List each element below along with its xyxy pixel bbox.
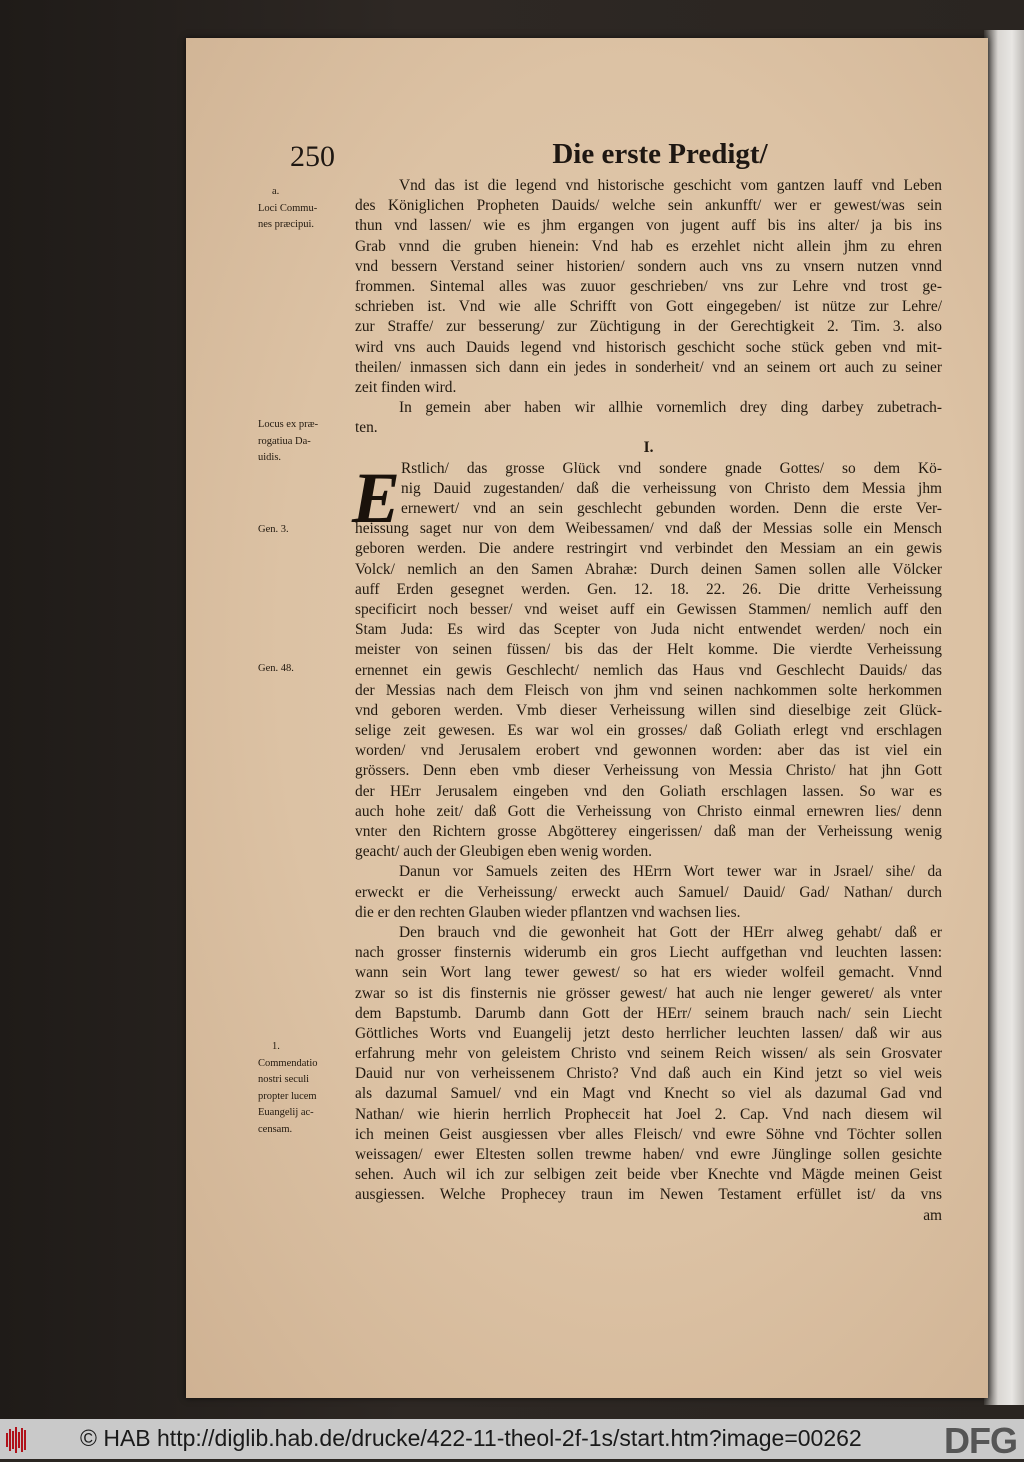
text-line: vnd geboren werden. Vmb dieser Verheissung willen sind dieselbige zeit Glück- [355, 701, 942, 719]
text-line: ernennet ein gewis Geschlecht/ nemlich das Haus vnd Geschlecht Dauids/ das [355, 661, 942, 679]
text-line: Dauid nur von verheissenem Christo? Vnd daß auch ein Kind jetzt so viel weis [355, 1065, 942, 1083]
drop-cap: E [352, 458, 401, 538]
running-title: Die erste Predigt/ [552, 138, 768, 170]
text-line: die er den rechten Glauben wieder pflantzen vnd wachsen lies. [355, 903, 741, 921]
text-line: nig Dauid zugestanden/ daß die verheissung von Christo dem Messia jhm [401, 479, 942, 497]
text-line: vnter den Richtern grosse Abgötterey eingerissen/ daß man der Verheissung wenig [355, 823, 942, 840]
text-line: frommen. Sintemal alles was zuuor geschrieben/ vns zur Lehre vnd trost ge- [355, 277, 942, 295]
text-line: ausgiessen. Welche Prophecey traun im Newen Testament erfüllet ist/ da vns [355, 1186, 942, 1204]
footer-bar [0, 1419, 1024, 1459]
text-line: dem Bapstumb. Darumb dann Gott der HErr/ seinem brauch nach/ sein Liecht [355, 1004, 942, 1022]
text-line: erweckt er die Verheissung/ erweckt auch Samuel/ Dauid/ Gad/ Nathan/ durch [355, 883, 942, 901]
text-line: Vnd das ist die legend vnd historische geschicht vom gantzen lauff vnd Leben [399, 177, 942, 194]
text-line: thun vnd lassen/ wie es jhm ergangen von jugent auff bis ins alter/ ja bis ins [355, 217, 942, 235]
text-line: ich meinen Geist ausgiessen vber alles Fleisch/ vnd ewre Söhne vnd Töchter sollen [355, 1125, 942, 1143]
text-line: zur Straffe/ zur besserung/ zur Züchtigung in der Gerechtigkeit 2. Tim. 3. also [355, 318, 942, 336]
text-line: als dazumal Samuel/ vnd ein Magt vnd Knecht so viel als dazumal Gad vnd [355, 1085, 942, 1103]
text-line: worden/ vnd Jerusalem erobert vnd gewonnen worden: aber das ist viel ein [355, 742, 942, 760]
text-line: ten. [355, 419, 378, 437]
text-line: am [923, 1206, 942, 1224]
margin-note-line: Gen. 3. [258, 524, 289, 535]
text-line: zeit finden wird. [355, 378, 457, 396]
copyright-url[interactable]: © HAB http://diglib.hab.de/drucke/422-11-theol-2f-1s/start.htm?image=00262 [80, 1425, 862, 1451]
text-line: Den brauch vnd die gewonheit hat Gott der HErr alweg gehabt/ daß er [399, 923, 942, 941]
text-line: weissagen/ ewer Eltesten sollen trewme haben/ vnd ewre Jünglinge sollen gesichte [355, 1146, 942, 1163]
text-line: ernewert/ vnd an sein geschlecht gebunden worden. Denn die erste Ver- [401, 500, 942, 517]
text-line: nach grosser finsternis widerumb ein gros Liecht auffgethan vnd leuchten lassen: [355, 944, 942, 962]
text-line: der HErr Jerusalem eingeben vnd den Goliath erschlagen lassen. So war es [355, 782, 942, 800]
text-line: Grab vnnd die gruben hienein: Vnd hab es erzehlet nicht allein jhm zu ehren [355, 237, 942, 255]
text-line: geboren werden. Die andere restringirt vnd verbindet den Messiam an ein gewis [355, 540, 942, 558]
margin-note-line: censam. [258, 1123, 293, 1135]
margin-note-line: nes præcipui. [258, 219, 314, 230]
text-line: des Königlichen Propheten Dauids/ welche sein ankunfft/ wer er gewest/was sein [355, 197, 942, 215]
margin-note-line: 1. [272, 1041, 280, 1052]
margin-note-line: nostri seculi [258, 1074, 310, 1085]
text-line: Danun vor Samuels zeiten des HErrn Wort tewer war in Jsrael/ sihe/ da [399, 863, 942, 881]
text-line: der Messias nach dem Fleisch von jhm vnd seinen nachkommen solte herkommen [355, 681, 942, 699]
text-line: geacht/ auch der Gleubigen eben wenig worden. [355, 843, 653, 861]
text-line: sehen. Auch wil ich zur selbigen zeit beide vber Knechte vnd Mägde meinen Geist [355, 1166, 942, 1184]
text-line: theilen/ inmassen sich dann ein jedes in sonderheit/ vnd an seinem ort auch zu seiner [355, 358, 942, 376]
margin-note-line: Gen. 48. [258, 663, 294, 674]
text-line: selige zeit gewesen. Es war wol ein grosses/ daß Goliath erlegt vnd erschlagen [355, 722, 942, 740]
text-line: grössers. Denn eben vmb dieser Verheissung von Messia Christo/ hat jhn Gott [355, 762, 942, 780]
margin-note [258, 184, 354, 234]
text-line: auch hohe zeit/ daß Gott die Verheissung von Christo einmal ernewren lies/ denn [355, 802, 942, 820]
section-heading: I. [643, 439, 654, 457]
text-line: Göttliches Worts vnd Euangelij jetzt desto herrlicher leuchten lassen/ daß wir aus [355, 1024, 942, 1042]
hab-logo-icon [6, 1427, 28, 1453]
text-line: erfahrung mehr von geleistem Christo vnd seinem Reich wissen/ als sein Grosvater [355, 1045, 942, 1063]
margin-note [258, 522, 354, 539]
text-line: zwar so ist dis finsternis nie grösser gewest/ hat auch nie lenger geweret/ als vnter [355, 984, 942, 1002]
margin-note [258, 417, 354, 467]
margin-note [258, 1039, 354, 1138]
margin-note [258, 661, 354, 678]
dfg-logo: DFG [944, 1420, 1017, 1461]
text-line: Volck/ nemlich an den Samen Abrahæ: Durch deinen Samen sollen alle Völcker [355, 560, 942, 578]
text-line: wird vns auch Dauids legend vnd historisch geschicht soche stück geben vnd mit- [355, 338, 942, 356]
margin-note-line: Commendatio [258, 1057, 318, 1069]
text-line: specificirt noch besser/ vnd weiset auff ein Gewissen Stammen/ nemlich auff den [355, 600, 942, 618]
text-line: auff Erden gesegnet werden. Gen. 12. 18. 22. 26. Die dritte Verheissung [355, 580, 942, 598]
next-page-edge [984, 30, 1024, 1405]
margin-note-line: propter lucem [258, 1090, 317, 1102]
margin-note-line: Locus ex præ- [258, 419, 319, 430]
body-text [355, 176, 942, 1226]
text-line: In gemein aber haben wir allhie vornemlich drey ding darbey zubetrach- [399, 399, 942, 417]
text-line: Stam Juda: Es wird das Scepter von Juda nicht entwendet werden/ noch ein [355, 621, 942, 639]
page-number: 250 [290, 140, 335, 173]
margin-note-line: a. [272, 186, 280, 197]
text-line: Nathan/ wie hierin herrlich Prophecεit hat Joel 2. Cap. Vnd nach diesem wil [355, 1105, 942, 1123]
margin-note-line: Euangelij ac- [258, 1107, 314, 1118]
margin-note-line: Loci Commu- [258, 202, 318, 214]
text-line: wann sein Wort lang tewer gewest/ so hat ers wieder wolfeil gemacht. Vnnd [355, 964, 942, 982]
text-line: heissung saget nur von dem Weibessamen/ vnd daß der Messias solle ein Mensch [355, 520, 942, 538]
text-line: Rstlich/ das grosse Glück vnd sondere gnade Gottes/ so dem Kö- [401, 459, 942, 477]
margin-note-line: uidis. [258, 452, 282, 463]
margin-note-line: rogatiua Da- [258, 435, 311, 447]
text-line: vnd bessern Verstand seiner historien/ sondern auch vns zu vnsern nutzen vnnd [355, 257, 942, 275]
text-line: schrieben ist. Vnd wie alle Schrifft von Gott eingegeben/ ist nütze zur Lehre/ [355, 298, 942, 316]
text-line: meister von seinen füssen/ bis das der Helt komme. Die vierdte Verheissung [355, 641, 942, 659]
